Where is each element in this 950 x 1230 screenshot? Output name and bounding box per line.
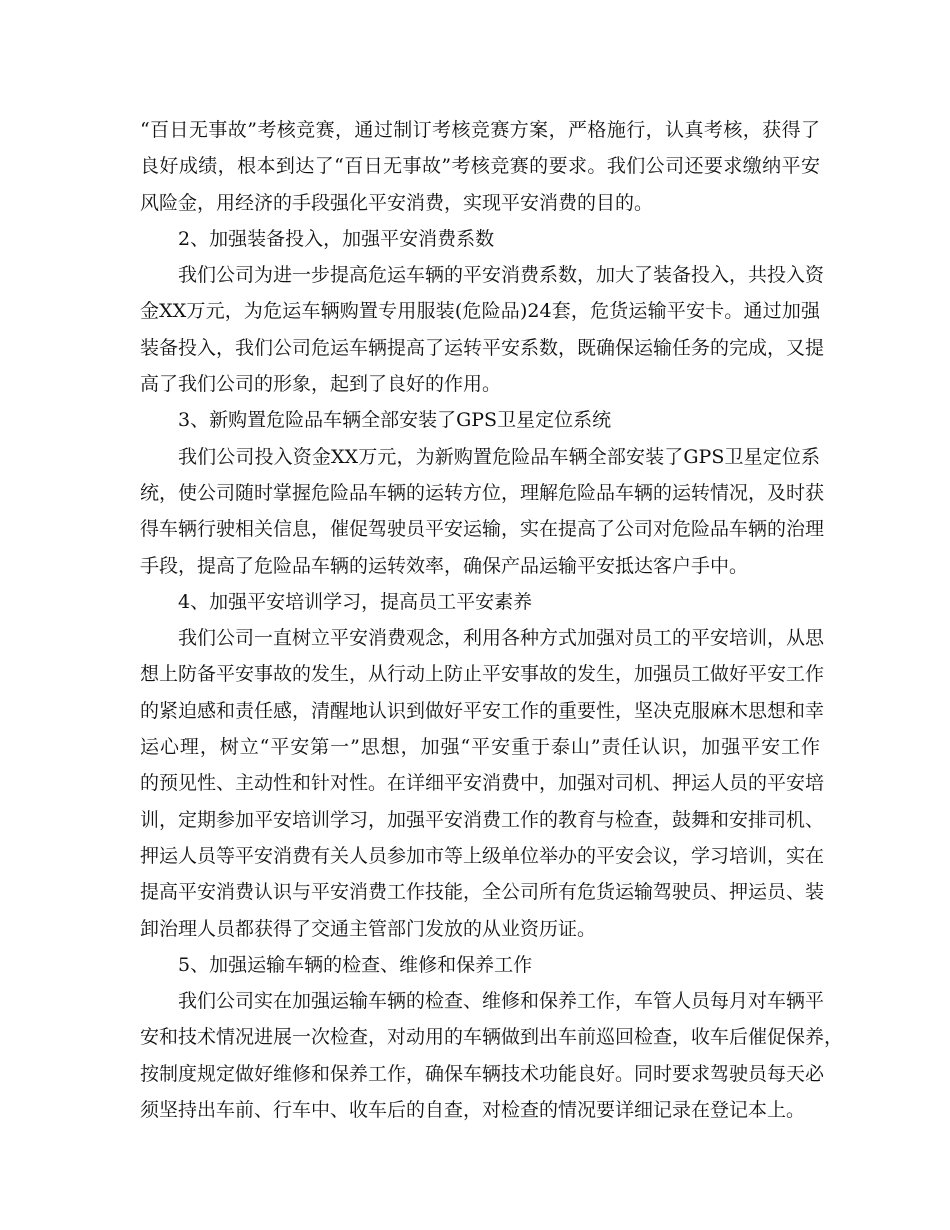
text-line: 运心理，树立“平安第一”思想，加强“平安重于泰山”责任认识，加强平安工作 <box>140 736 820 759</box>
section-heading: 5、加强运输车辆的检查、维修和保养工作 <box>178 953 533 976</box>
section-heading: 4、加强平安培训学习，提高员工平安素养 <box>178 590 533 613</box>
text-line: 风险金，用经济的手段强化平安消费，实现平安消费的目的。 <box>140 191 654 214</box>
section-heading: 2、加强装备投入，加强平安消费系数 <box>178 227 495 250</box>
text-line: 我们公司实在加强运输车辆的检查、维修和保养工作，车管人员每月对车辆平 <box>178 990 825 1013</box>
text-line: 良好成绩，根本到达了“百日无事故”考核竞赛的要求。我们公司还要求缴纳平安 <box>140 155 820 178</box>
text-line: 我们公司为进一步提高危运车辆的平安消费系数，加大了装备投入，共投入资 <box>178 264 825 287</box>
section-heading: 3、新购置危险品车辆全部安装了GPS卫星定位系统 <box>178 409 612 432</box>
text-line: 金XX万元，为危运车辆购置专用服装(危险品)24套，危货运输平安卡。通过加强 <box>140 300 820 323</box>
document-body <box>140 112 844 1128</box>
text-line: 押运人员等平安消费有关人员参加市等上级单位举办的平安会议，学习培训，实在 <box>140 844 825 867</box>
text-line: “百日无事故”考核竞赛，通过制订考核竞赛方案，严格施行，认真考核，获得了 <box>140 119 820 141</box>
text-line: 须坚持出车前、行车中、收车后的自查，对检查的情况要详细记录在登记本上。 <box>140 1099 806 1122</box>
text-line: 的紧迫感和责任感，清醒地认识到做好平安工作的重要性，坚决克服麻木思想和幸 <box>140 699 825 722</box>
text-line: 安和技术情况进展一次检查，对动用的车辆做到出车前巡回检查，收车后催促保养， <box>140 1026 844 1049</box>
text-line: 提高平安消费认识与平安消费工作技能，全公司所有危货运输驾驶员、押运员、装 <box>140 881 825 904</box>
text-line: 手段，提高了危险品车辆的运转效率，确保产品运输平安抵达客户手中。 <box>140 554 749 577</box>
text-line: 我们公司一直树立平安消费观念，利用各种方式加强对员工的平安培训，从思 <box>178 627 825 650</box>
text-line: 我们公司投入资金XX万元，为新购置危险品车辆全部安装了GPS卫星定位系 <box>178 445 820 468</box>
text-line: 得车辆行驶相关信息，催促驾驶员平安运输，实在提高了公司对危险品车辆的治理 <box>140 518 825 541</box>
text-line: 统，使公司随时掌握危险品车辆的运转方位，理解危险品车辆的运转情况，及时获 <box>140 481 825 504</box>
text-line: 卸治理人员都获得了交通主管部门发放的从业资历证。 <box>140 917 597 940</box>
text-line: 按制度规定做好维修和保养工作，确保车辆技术功能良好。同时要求驾驶员每天必 <box>140 1062 825 1085</box>
text-line: 高了我们公司的形象，起到了良好的作用。 <box>140 373 502 396</box>
text-line: 训，定期参加平安培训学习，加强平安消费工作的教育与检查，鼓舞和安排司机、 <box>140 808 825 831</box>
text-line: 的预见性、主动性和针对性。在详细平安消费中，加强对司机、押运人员的平安培 <box>140 772 825 795</box>
text-line: 装备投入，我们公司危运车辆提高了运转平安系数，既确保运输任务的完成，又提 <box>140 336 825 359</box>
text-line: 想上防备平安事故的发生，从行动上防止平安事故的发生，加强员工做好平安工作 <box>140 663 825 686</box>
